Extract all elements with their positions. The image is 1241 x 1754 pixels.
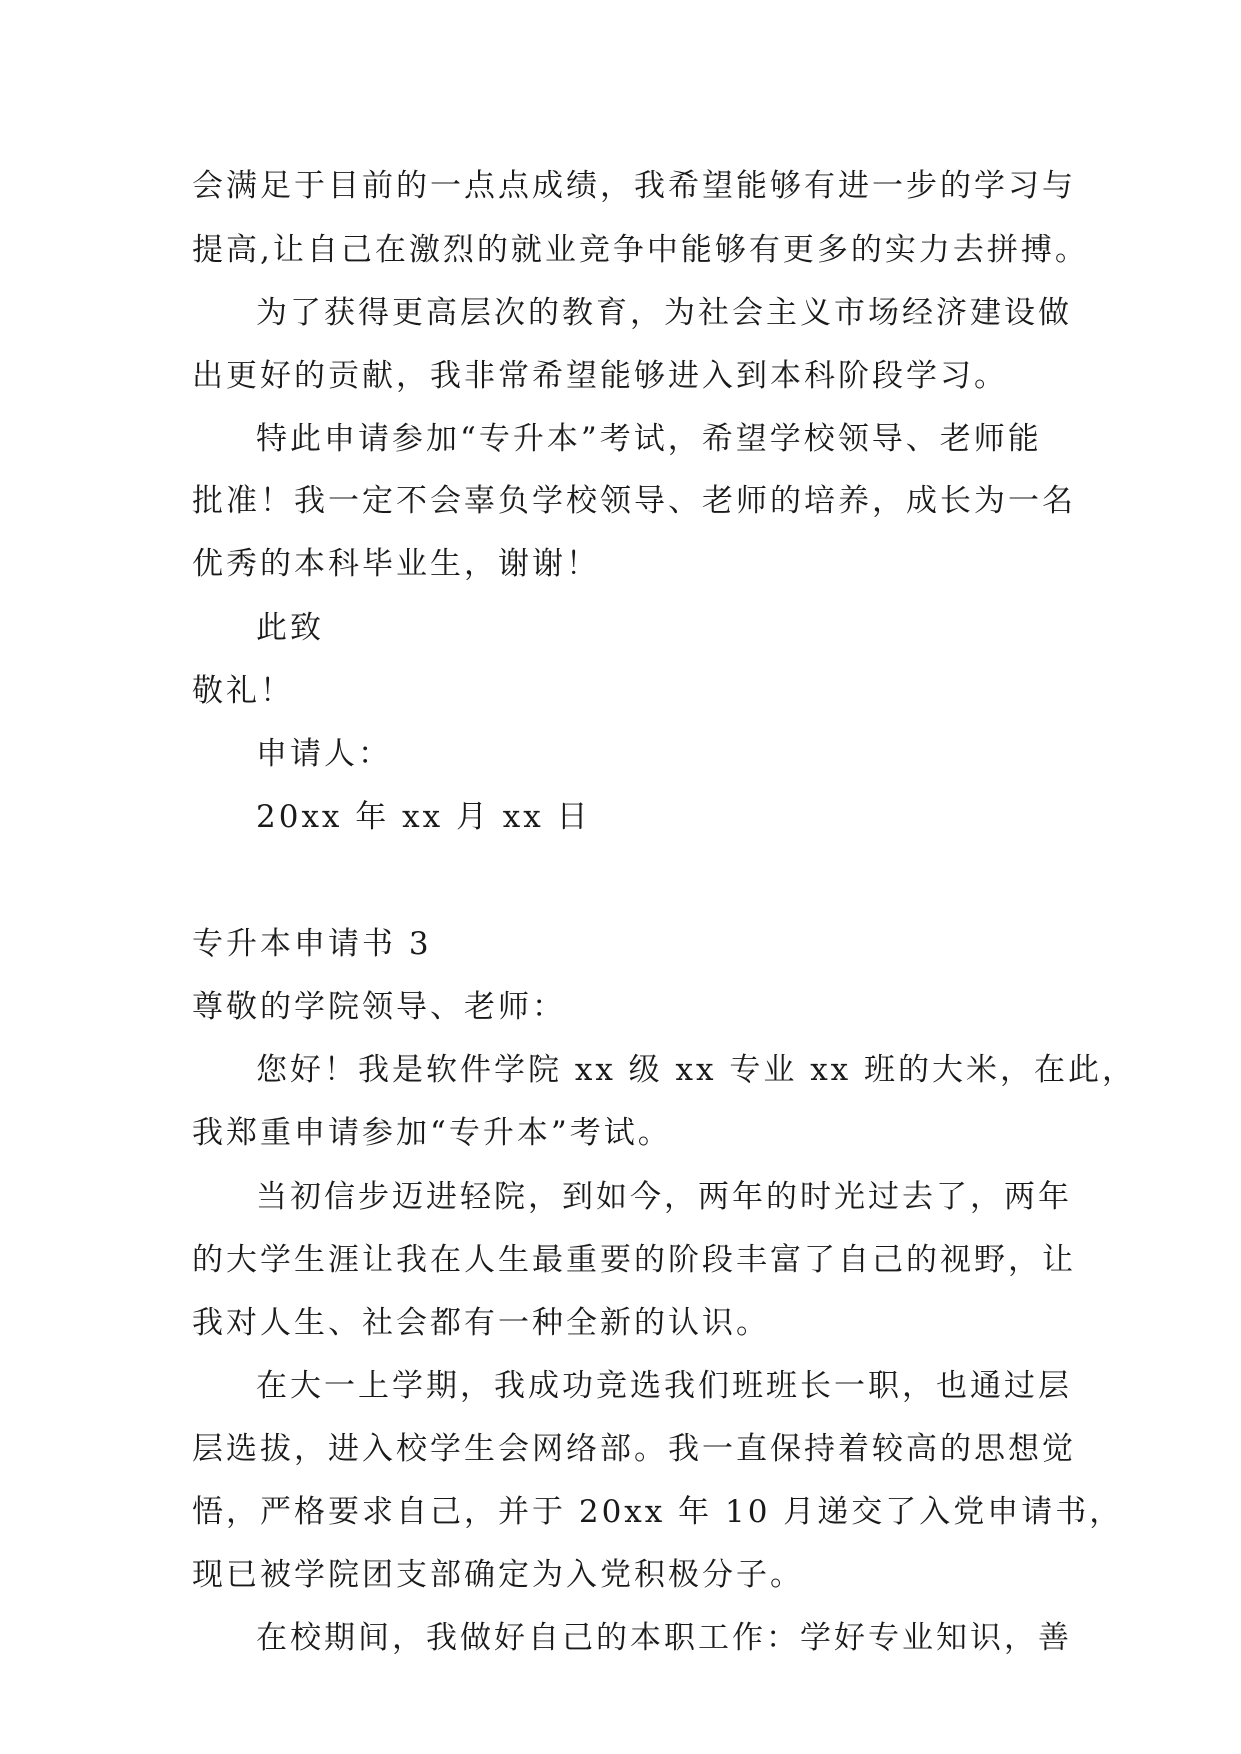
text-line: 会满足于目前的一点点成绩，我希望能够有进一步的学习与 [192,168,1076,204]
text-line: 现已被学院团支部确定为入党积极分子。 [192,1557,804,1593]
text-line: 我对人生、社会都有一种全新的认识。 [192,1305,770,1341]
text-line: 当初信步迈进轻院，到如今，两年的时光过去了，两年 [256,1179,1072,1215]
text-line: 提高,让自己在激烈的就业竞争中能够有更多的实力去拼搏。 [192,232,1089,268]
greeting-line: 尊敬的学院领导、老师： [192,989,566,1025]
text-line: 在校期间，我做好自己的本职工作：学好专业知识，善 [256,1620,1072,1656]
text-line: 您好！我是软件学院 xx 级 xx 专业 xx 班的大米，在此， [256,1052,1137,1088]
date-line: 20xx 年 xx 月 xx 日 [256,799,591,835]
applicant-label: 申请人： [256,736,392,772]
text-line: 为了获得更高层次的教育，为社会主义市场经济建设做 [256,295,1072,331]
text-line: 的大学生涯让我在人生最重要的阶段丰富了自己的视野，让 [192,1242,1076,1278]
text-line: 优秀的本科毕业生，谢谢！ [192,546,600,582]
text-line: 层选拔，进入校学生会网络部。我一直保持着较高的思想觉 [192,1431,1076,1467]
text-line: 在大一上学期，我成功竞选我们班班长一职，也通过层 [256,1368,1072,1404]
text-line: 特此申请参加“专升本”考试，希望学校领导、老师能 [256,421,1042,457]
section-title: 专升本申请书 3 [192,926,432,962]
salutation-cizhi: 此致 [256,610,324,646]
text-line: 我郑重申请参加“专升本”考试。 [192,1115,672,1151]
salutation-jingli: 敬礼！ [192,673,294,709]
text-line: 批准！我一定不会辜负学校领导、老师的培养，成长为一名 [192,483,1076,519]
text-line: 悟，严格要求自己，并于 20xx 年 10 月递交了入党申请书， [192,1494,1124,1530]
text-line: 出更好的贡献，我非常希望能够进入到本科阶段学习。 [192,358,1008,394]
